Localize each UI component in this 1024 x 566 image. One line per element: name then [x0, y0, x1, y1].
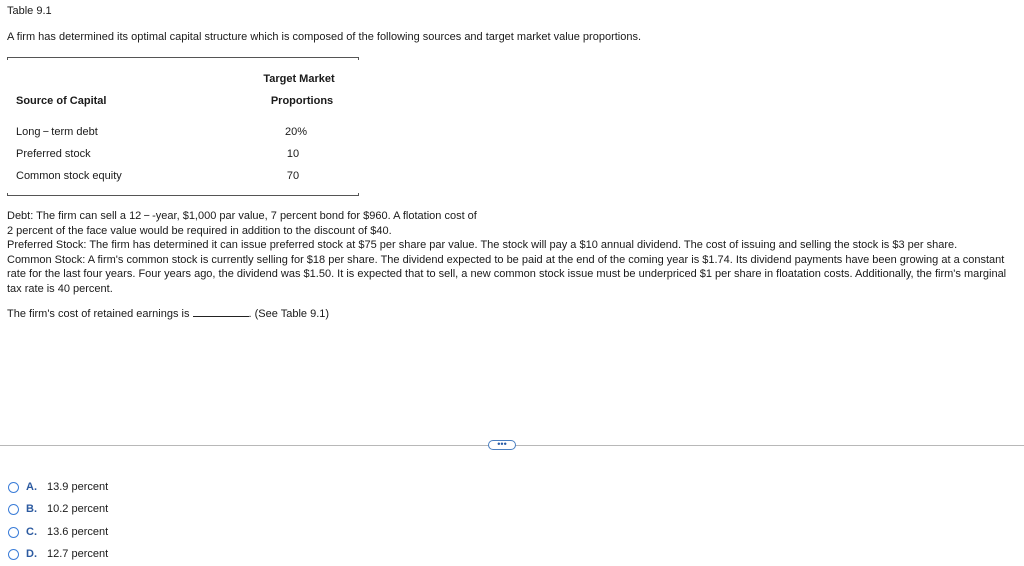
preferred-stock-text: Preferred Stock: The firm has determined it can issue preferred stock at $75 per share par value. The stock will pay a $10 annual dividend. The cost of issuing and selling the stock is $3 per share. — [7, 239, 958, 251]
col-header-target-market: Target Market — [263, 73, 335, 85]
row-source: Common stock equity — [16, 170, 122, 182]
radio-icon[interactable] — [8, 527, 19, 538]
radio-icon[interactable] — [8, 549, 19, 560]
debt-line-1: Debt: The firm can sell a 12 − -year, $1,000 par value, 7 percent bond for $960. A flotation cost of — [7, 210, 477, 222]
row-source: Long − term debt — [16, 126, 98, 138]
table-bottom-rule — [7, 195, 359, 196]
intro-text: A firm has determined its optimal capital structure which is composed of the following sources and target market value proportions. — [7, 31, 642, 43]
option-b[interactable] — [8, 501, 108, 517]
option-d[interactable] — [8, 546, 108, 562]
row-proportion: 70 — [286, 170, 300, 182]
option-text: 13.6 percent — [47, 526, 109, 538]
question — [7, 307, 329, 320]
col-header-source: Source of Capital — [16, 95, 107, 107]
question-suffix: . (See Table 9.1) — [248, 308, 330, 320]
more-button[interactable]: ••• — [488, 440, 516, 450]
debt-line-2: 2 percent of the face value would be required in addition to the discount of $40. — [7, 224, 392, 237]
option-letter: B. — [26, 503, 37, 515]
problem-text — [7, 209, 1019, 296]
radio-icon[interactable] — [8, 482, 19, 493]
common-stock-text: Common Stock: A firm's common stock is currently selling for $18 per share. The dividend expected to be paid at the end of the coming year is $1.74. Its dividend payments have been growing at a constant rate for the last four years. Four years ago, the dividend was $1.50. It is expected that to sell, a new common stock issue must be underpriced $1 per share in floatation costs. Additionally, the firm's marginal tax rate is 40 percent. — [7, 253, 1007, 295]
table-top-rule — [7, 57, 359, 58]
row-proportion: 20% — [284, 126, 308, 138]
col-header-proportions: Proportions — [270, 95, 334, 107]
question-prefix: The firm's cost of retained earnings is — [7, 308, 190, 320]
answer-blank — [193, 307, 249, 317]
option-text: 10.2 percent — [47, 503, 109, 515]
radio-icon[interactable] — [8, 504, 19, 515]
option-letter: A. — [26, 481, 37, 493]
option-a[interactable] — [8, 479, 108, 495]
option-text: 13.9 percent — [47, 481, 109, 493]
row-proportion: 10 — [286, 148, 300, 160]
option-letter: C. — [26, 526, 37, 538]
row-source: Preferred stock — [16, 148, 91, 160]
option-text: 12.7 percent — [47, 548, 109, 560]
option-letter: D. — [26, 548, 37, 560]
table-title: Table 9.1 — [7, 5, 52, 17]
option-c[interactable] — [8, 524, 108, 540]
